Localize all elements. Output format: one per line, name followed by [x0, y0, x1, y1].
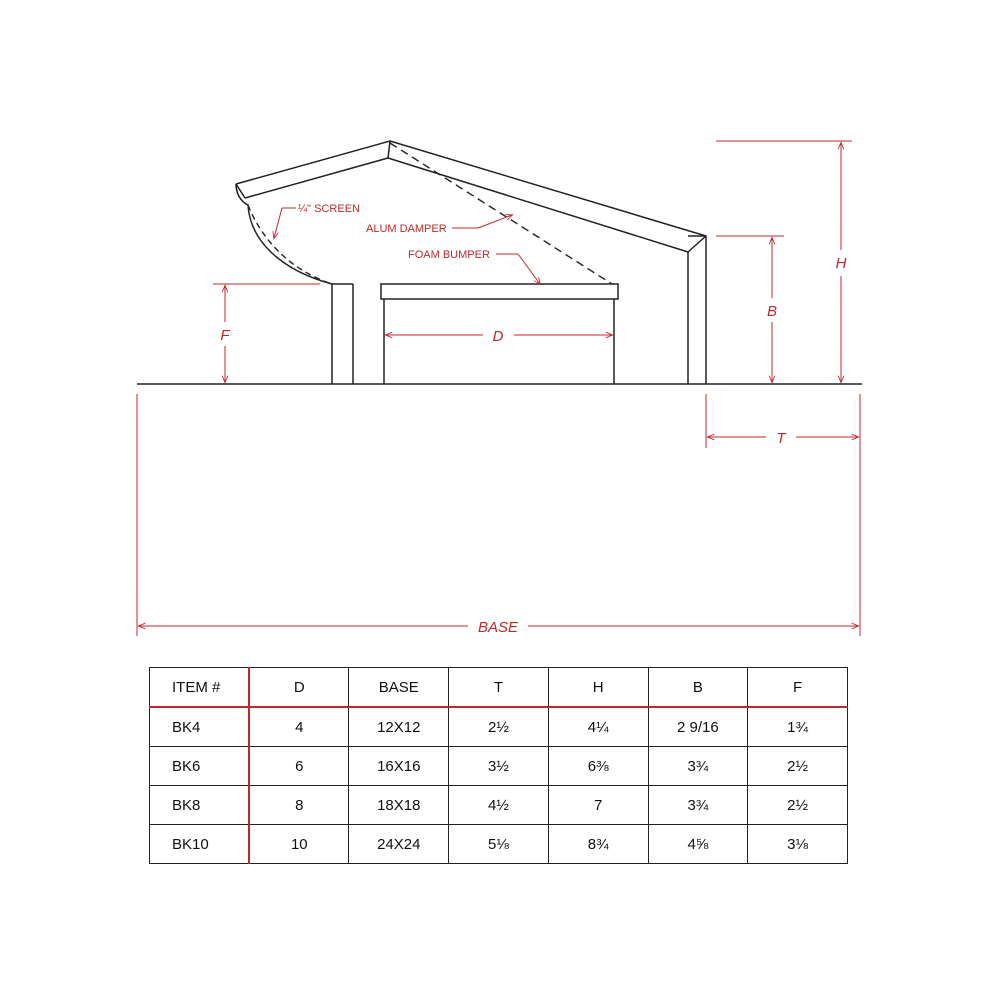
table-cell: 18X18	[349, 786, 449, 825]
table-cell: 8	[249, 786, 349, 825]
left-wall	[332, 284, 353, 384]
table-cell: 3¾	[648, 747, 748, 786]
table-cell: 3⅛	[748, 825, 848, 864]
table-cell: 7	[548, 786, 648, 825]
callout-damper	[366, 215, 512, 235]
table-cell: BK10	[150, 825, 250, 864]
bumper-callout-text: FOAM BUMPER	[408, 249, 490, 261]
table-cell: 5⅛	[449, 825, 549, 864]
dimension-f	[213, 284, 320, 382]
damper-dashed	[390, 143, 612, 284]
dimension-h-label: H	[835, 255, 847, 272]
table-cell: 2½	[748, 747, 848, 786]
table-cell: 6	[249, 747, 349, 786]
table-cell: BK8	[150, 786, 250, 825]
table-row	[150, 707, 848, 747]
table-cell: 4½	[449, 786, 549, 825]
dimension-h	[716, 141, 852, 382]
header-base: BASE	[349, 668, 449, 708]
table-row	[150, 825, 848, 864]
table-cell: 12X12	[349, 707, 449, 747]
table-cell: 4	[249, 707, 349, 747]
table-cell: 10	[249, 825, 349, 864]
callout-bumper	[408, 249, 540, 284]
dimension-base	[137, 394, 860, 636]
hood-outline	[236, 141, 706, 384]
table-cell: 3¾	[648, 786, 748, 825]
table-cell: BK6	[150, 747, 250, 786]
dimension-t	[706, 394, 858, 448]
screen-dashed	[248, 205, 332, 284]
table-cell: 24X24	[349, 825, 449, 864]
header-d: D	[249, 668, 349, 708]
screen-callout-text: ¼" SCREEN	[298, 203, 360, 215]
dimension-base-label: BASE	[477, 619, 519, 636]
dimension-f-label: F	[220, 327, 230, 344]
header-item: ITEM #	[150, 668, 250, 708]
table-cell: 8¾	[548, 825, 648, 864]
table-cell: 4⅝	[648, 825, 748, 864]
table-cell: 3½	[449, 747, 549, 786]
table-row	[150, 786, 848, 825]
table-cell: 2 9/16	[648, 707, 748, 747]
callout-screen	[274, 203, 360, 238]
dimension-b	[716, 236, 784, 382]
dimension-d-label: D	[492, 328, 504, 345]
table-cell: 4¼	[548, 707, 648, 747]
table-header-row	[150, 668, 848, 708]
table-row	[150, 747, 848, 786]
dimension-b-label: B	[766, 303, 778, 320]
dimension-t-label: T	[776, 430, 786, 447]
table-cell: 6⅜	[548, 747, 648, 786]
table-cell: 2½	[449, 707, 549, 747]
damper-callout-text: ALUM DAMPER	[366, 223, 447, 235]
dimension-d	[386, 328, 612, 345]
table-cell: 1¾	[748, 707, 848, 747]
table-cell: BK4	[150, 707, 250, 747]
header-f: F	[748, 668, 848, 708]
header-t: T	[449, 668, 549, 708]
table-cell: 16X16	[349, 747, 449, 786]
table-cell: 2½	[748, 786, 848, 825]
header-h: H	[548, 668, 648, 708]
header-b: B	[648, 668, 748, 708]
dimensions-table	[149, 667, 848, 864]
